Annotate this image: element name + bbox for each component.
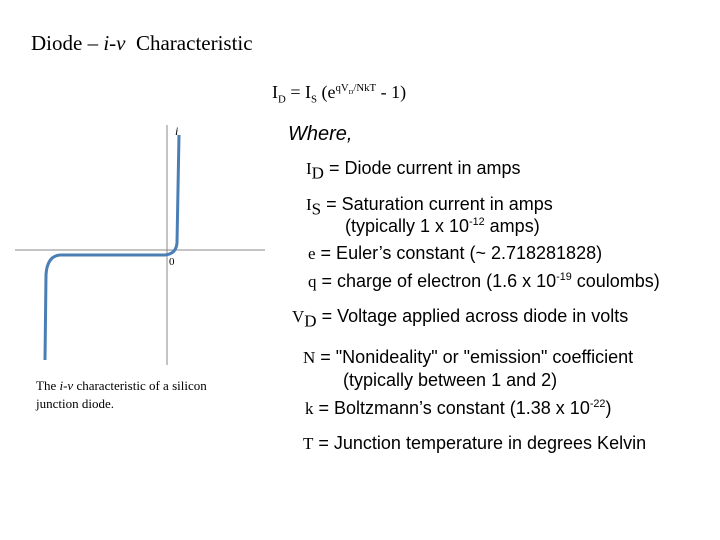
definition-t: T = Junction temperature in degrees Kelvin xyxy=(303,433,647,453)
graph-caption: The i-v characteristic of a silicon junction diode. xyxy=(36,378,207,411)
definition-k: k = Boltzmann’s constant (1.38 x $10^{-22}$) xyxy=(305,398,612,418)
definition-n-note: (typically between 1 and 2) xyxy=(343,370,558,390)
y-axis-label: i xyxy=(175,124,179,138)
definition-is-note: (typically 1 x $10^{-12}$ amps) xyxy=(345,216,540,236)
origin-label: 0 xyxy=(169,256,175,268)
definition-q: q = charge of electron (1.6 x $10^{-19}$ coulombs) xyxy=(308,271,660,291)
where-label: Where, xyxy=(288,123,353,145)
equation-exponent: qVD/NkT xyxy=(335,82,377,97)
diode-equation: $I_D = I_S$ $(e^{qV_D/NkT} - 1)$ xyxy=(272,82,407,106)
definition-id: $I_D$ = Diode current in amps xyxy=(306,158,521,183)
iv-curve-graph xyxy=(0,115,270,375)
definition-is: $I_S$ = Saturation current in amps xyxy=(306,194,553,219)
definition-vd: $V_D$ = Voltage applied across diode in volts xyxy=(292,306,629,331)
diode-curve xyxy=(45,135,179,360)
definition-n: N = "Nonideality" or "emission" coefficient xyxy=(303,347,634,367)
page-title: Diode – i-v Characteristic xyxy=(31,31,253,55)
definition-e: e = Euler’s constant (~ 2.718281828) xyxy=(308,243,603,263)
